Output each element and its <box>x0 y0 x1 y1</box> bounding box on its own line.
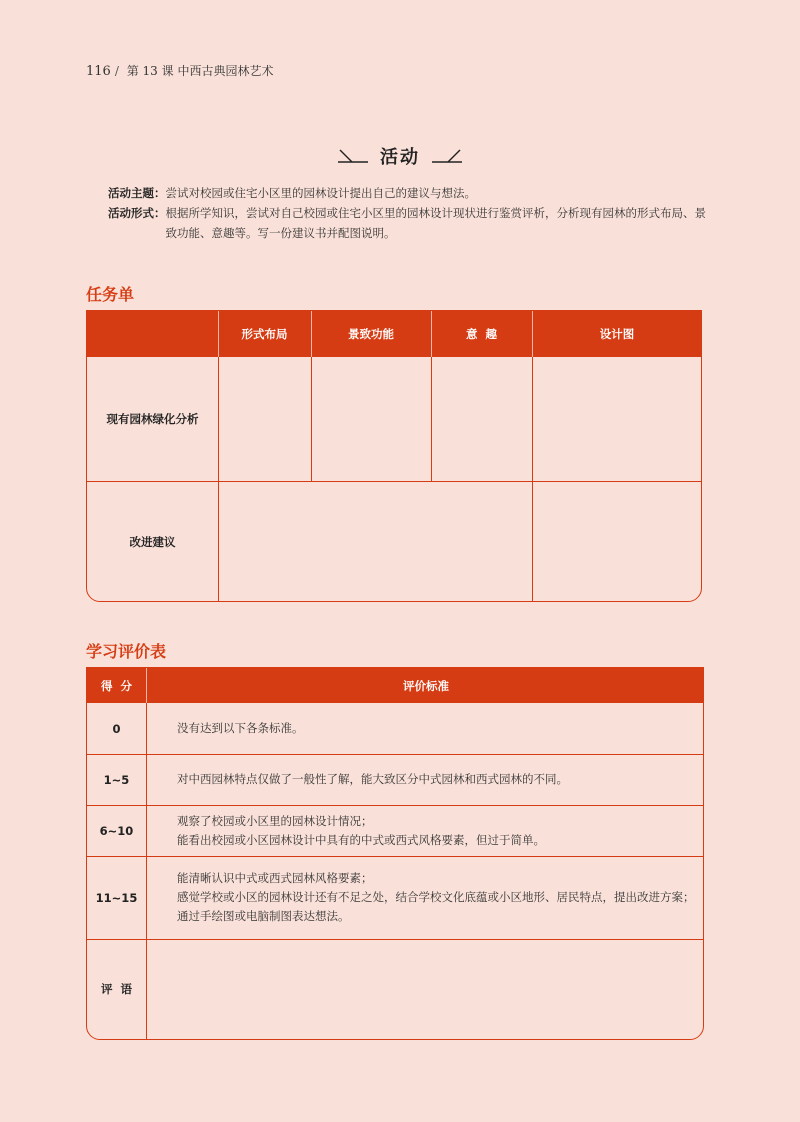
page-number: 116 <box>86 64 111 79</box>
eval-criteria <box>177 805 545 856</box>
lesson-title: 中西古典园林艺术 <box>177 64 274 78</box>
left-ornament-icon <box>338 149 368 163</box>
header-divider-line <box>431 311 432 357</box>
activity-form <box>108 203 708 243</box>
task-sheet-table <box>86 310 702 602</box>
eval-criteria <box>177 703 304 754</box>
eval-comment-label: 评 语 <box>100 982 132 996</box>
theme-label: 活动主题： <box>108 186 166 200</box>
activity-heading <box>0 143 800 169</box>
grid-line <box>311 357 312 481</box>
task-row-label: 改进建议 <box>129 535 176 549</box>
evaluation-title: 学习评价表 <box>86 642 167 661</box>
grid-line <box>87 939 704 940</box>
activity-theme <box>108 183 708 203</box>
criteria-line: 通过手绘图或电脑制图表达想法。 <box>177 909 350 923</box>
eval-score: 6~10 <box>99 823 134 838</box>
criteria-line: 没有达到以下各条标准。 <box>177 721 304 735</box>
lesson-number: 第 13 课 <box>126 64 174 78</box>
eval-criteria <box>177 856 695 939</box>
eval-criteria <box>177 754 568 805</box>
header-divider-line <box>532 311 533 357</box>
header-divider-line <box>311 311 312 357</box>
eval-score: 0 <box>112 721 121 736</box>
criteria-line: 能看出校园或小区园林设计中具有的中式或西式风格要素，但过于简单。 <box>177 832 545 847</box>
eval-header-score: 得 分 <box>87 668 146 703</box>
running-header <box>86 62 273 79</box>
header-divider-line <box>218 311 219 357</box>
criteria-line: 能清晰认识中式或西式园林风格要素； <box>177 871 373 885</box>
criteria-line: 观察了校园或小区里的园林设计情况； <box>177 813 373 828</box>
grid-line <box>218 357 219 602</box>
task-header-blank <box>87 311 218 357</box>
criteria-line: 感觉学校或小区的园林设计还有不足之处，结合学校文化底蕴或小区地形、居民特点，提出改进方案； <box>177 890 695 904</box>
eval-score: 1~5 <box>103 772 130 787</box>
eval-score: 11~15 <box>95 890 138 905</box>
header-divider-line <box>146 668 147 703</box>
grid-line <box>431 357 432 481</box>
evaluation-table <box>86 667 704 1040</box>
form-text: 根据所学知识，尝试对自己校园或住宅小区里的园林设计现状进行鉴赏评析，分析现有园林的形式布局、景致功能、意趣等。写一份建议书并配图说明。 <box>165 206 706 240</box>
form-label: 活动形式： <box>108 206 166 220</box>
activity-intro <box>108 183 708 243</box>
task-header-cell: 意 趣 <box>431 311 532 357</box>
right-ornament-icon <box>432 149 462 163</box>
task-header-cell: 设计图 <box>532 311 702 357</box>
activity-title: 活动 <box>380 147 420 168</box>
task-header-cell: 形式布局 <box>218 311 311 357</box>
task-sheet-title: 任务单 <box>86 285 135 304</box>
theme-text: 尝试对校园或住宅小区里的园林设计提出自己的建议与想法。 <box>165 186 476 200</box>
criteria-line: 对中西园林特点仅做了一般性了解，能大致区分中式园林和西式园林的不同。 <box>177 772 568 786</box>
grid-line <box>532 357 533 602</box>
task-row-label: 现有园林绿化分析 <box>106 412 199 426</box>
task-header-cell: 景致功能 <box>311 311 431 357</box>
eval-header-criteria: 评价标准 <box>146 668 704 703</box>
header-divider: / <box>114 64 119 78</box>
